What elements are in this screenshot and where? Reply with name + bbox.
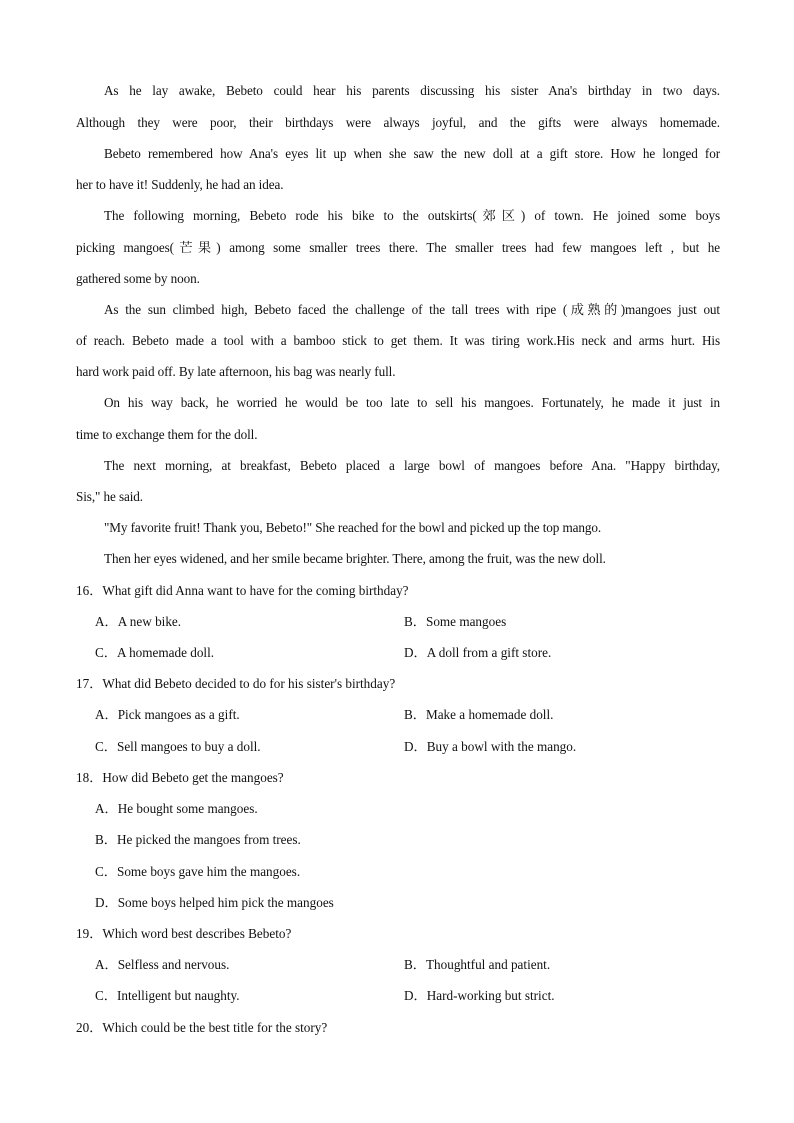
passage-line: Bebeto remembered how Ana's eyes lit up when she saw the new doll at a gift store. How he longed for	[104, 146, 720, 161]
option-d[interactable]: D．Hard-working but strict.	[404, 988, 555, 1003]
option-c[interactable]: C．Sell mangoes to buy a doll.	[95, 739, 261, 754]
option-b[interactable]: B．Some mangoes	[404, 614, 507, 629]
option-d[interactable]: D．Buy a bowl with the mango.	[404, 739, 577, 754]
passage-line: Then her eyes widened, and her smile became brighter. There, among the fruit, was the new doll.	[104, 551, 606, 566]
option-a[interactable]: A．Pick mangoes as a gift.	[95, 707, 240, 722]
passage-line: time to exchange them for the doll.	[76, 427, 258, 442]
passage-line: of reach. Bebeto made a tool with a bamboo stick to get them. It was tiring work.His neck and arms hurt. His	[76, 333, 720, 348]
option-a[interactable]: A．He bought some mangoes.	[95, 801, 258, 816]
option-a[interactable]: A．A new bike.	[95, 614, 182, 629]
question-stem: 17．What did Bebeto decided to do for his sister's birthday?	[76, 676, 396, 691]
passage-line: Although they were poor, their birthdays were always joyful, and the gifts were always homemade.	[76, 115, 720, 130]
option-a[interactable]: A．Selfless and nervous.	[95, 957, 230, 972]
option-d[interactable]: D．A doll from a gift store.	[404, 645, 552, 660]
option-b[interactable]: B．Thoughtful and patient.	[404, 957, 551, 972]
option-c[interactable]: C．Intelligent but naughty.	[95, 988, 240, 1003]
passage-line: "My favorite fruit! Thank you, Bebeto!" She reached for the bowl and picked up the top mango.	[104, 520, 602, 535]
passage-line: As he lay awake, Bebeto could hear his parents discussing his sister Ana's birthday in two days.	[104, 83, 720, 98]
question-stem: 19．Which word best describes Bebeto?	[76, 926, 292, 941]
question-stem: 16．What gift did Anna want to have for the coming birthday?	[76, 583, 409, 598]
option-c[interactable]: C．Some boys gave him the mangoes.	[95, 864, 301, 879]
question-stem: 18．How did Bebeto get the mangoes?	[76, 770, 284, 785]
option-c[interactable]: C．A homemade doll.	[95, 645, 215, 660]
passage-line: picking mangoes(芒果) among some smaller trees there. The smaller trees had few mangoes left , but he	[76, 240, 720, 255]
passage-line: On his way back, he worried he would be too late to sell his mangoes. Fortunately, he made it just in	[104, 395, 720, 410]
passage-line: her to have it! Suddenly, he had an idea.	[76, 177, 284, 192]
passage-line: hard work paid off. By late afternoon, his bag was nearly full.	[76, 364, 396, 379]
option-d[interactable]: D．Some boys helped him pick the mangoes	[95, 895, 334, 910]
passage-line: Sis," he said.	[76, 489, 143, 504]
option-b[interactable]: B．He picked the mangoes from trees.	[95, 832, 301, 847]
passage-line: The following morning, Bebeto rode his bike to the outskirts(郊区) of town. He joined some boys	[104, 208, 720, 223]
passage-line: As the sun climbed high, Bebeto faced the challenge of the tall trees with ripe (成熟的)mangoes just out	[104, 302, 720, 317]
option-b[interactable]: B．Make a homemade doll.	[404, 707, 554, 722]
question-stem: 20．Which could be the best title for the story?	[76, 1020, 328, 1035]
passage-line: gathered some by noon.	[76, 271, 200, 286]
passage-line: The next morning, at breakfast, Bebeto placed a large bowl of mangoes before Ana. "Happy birthday,	[104, 458, 720, 473]
